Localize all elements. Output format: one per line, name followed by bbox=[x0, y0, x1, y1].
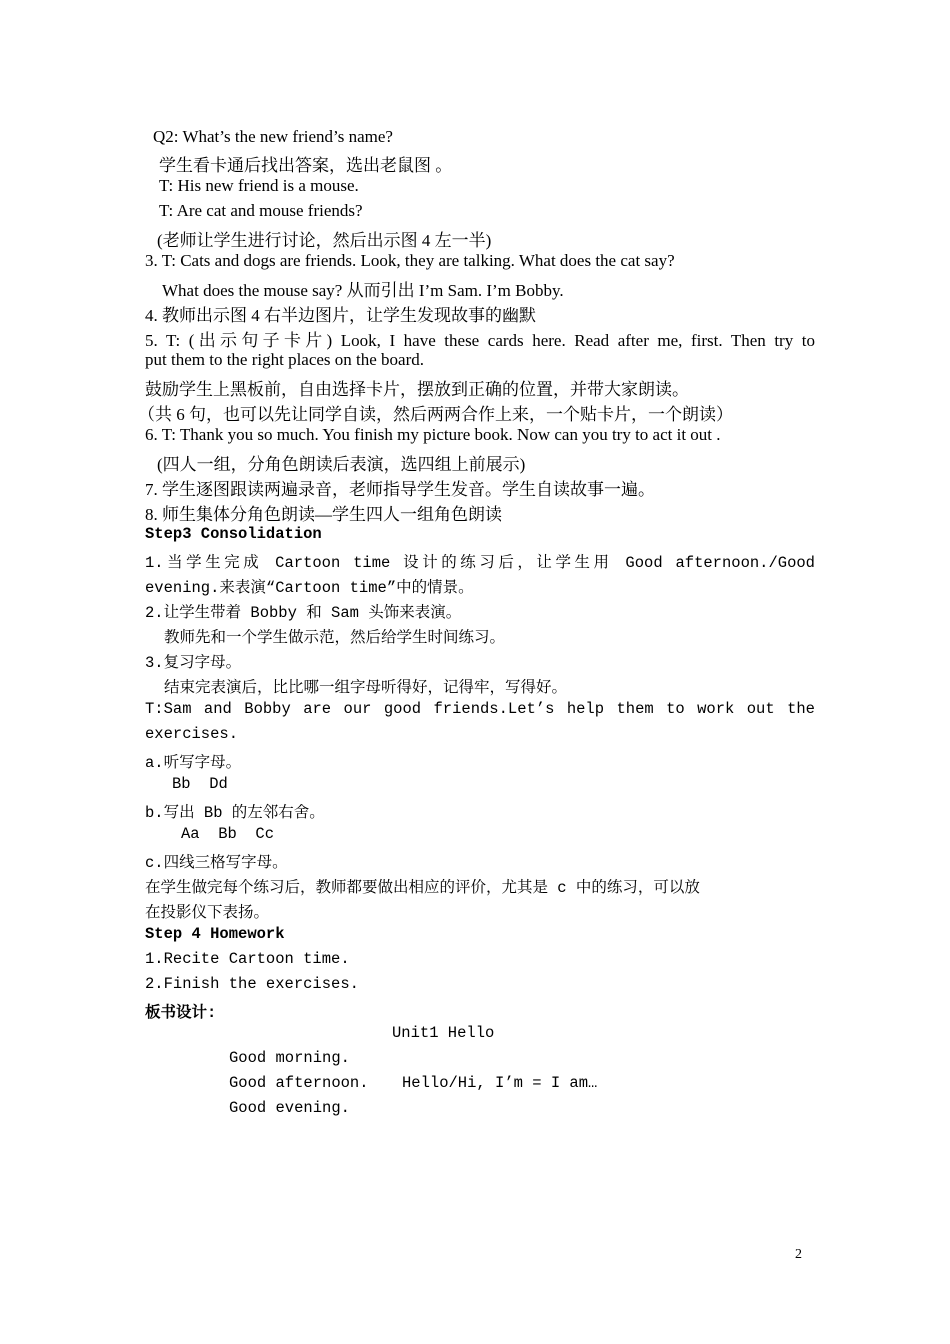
text-line: 1.Recite Cartoon time. bbox=[145, 950, 350, 968]
text-line: 结束完表演后，比比哪一组字母听得好，记得牢，写得好。 bbox=[164, 679, 568, 697]
text-line: T: His new friend is a mouse. bbox=[159, 176, 359, 195]
heading-step4: Step 4 Homework bbox=[145, 925, 285, 943]
step-item-7: 7. 学生逐图跟读两遍录音，老师指导学生发音。学生自读故事一遍。 bbox=[145, 480, 655, 499]
heading-step3: Step3 Consolidation bbox=[145, 525, 322, 543]
question-2: Q2: What’s the new friend’s name? bbox=[153, 127, 393, 146]
step-item-5: 5. T: (出示句子卡片) Look, I have these cards here. Read after me, first. Then try to bbox=[145, 331, 815, 350]
text-line: 鼓励学生上黑板前，自由选择卡片，摆放到正确的位置，并带大家朗读。 bbox=[145, 380, 689, 399]
text-line: 2.让学生带着 Bobby 和 Sam 头饰来表演。 bbox=[145, 604, 462, 622]
text-line: 在学生做完每个练习后，教师都要做出相应的评价，尤其是 c 中的练习，可以放 bbox=[145, 879, 700, 897]
step-item-3: 3. T: Cats and dogs are friends. Look, they are talking. What does the cat say? bbox=[145, 251, 675, 270]
text-line: evening.来表演“Cartoon time”中的情景。 bbox=[145, 579, 474, 597]
text-line: 在投影仪下表扬。 bbox=[145, 904, 270, 922]
board-title: Unit1 Hello bbox=[392, 1024, 495, 1042]
text-line: 教师先和一个学生做示范，然后给学生时间练习。 bbox=[164, 629, 506, 647]
text-line: c.四线三格写字母。 bbox=[145, 854, 288, 872]
page-number: 2 bbox=[795, 1247, 802, 1262]
text-line: (四人一组，分角色朗读后表演，选四组上前展示) bbox=[157, 455, 526, 474]
board-line: Good afternoon. bbox=[229, 1074, 369, 1092]
text-line: (老师让学生进行讨论，然后出示图 4 左一半) bbox=[157, 231, 492, 250]
text-line: Aa Bb Cc bbox=[181, 825, 275, 843]
text-line: 3.复习字母。 bbox=[145, 654, 242, 672]
text-line: T: Are cat and mouse friends? bbox=[159, 201, 363, 220]
text-line: a.听写字母。 bbox=[145, 754, 242, 772]
step-item-6: 6. T: Thank you so much. You finish my picture book. Now can you try to act it out . bbox=[145, 425, 721, 444]
step-item-8: 8. 师生集体分角色朗读—学生四人一组角色朗读 bbox=[145, 505, 502, 524]
board-line: Good evening. bbox=[229, 1099, 350, 1117]
text-line: put them to the right places on the board. bbox=[145, 350, 425, 369]
text-line: exercises. bbox=[145, 725, 239, 743]
text-line: （共 6 句，也可以先让同学自读，然后两两合作上来，一个贴卡片，一个朗读） bbox=[138, 405, 733, 424]
text-line: T:Sam and Bobby are our good friends.Let’s help them to work out the bbox=[145, 700, 815, 718]
text-line: 学生看卡通后找出答案，选出老鼠图 。 bbox=[159, 156, 453, 175]
text-line: What does the mouse say? 从而引出 I’m Sam. I’m Bobby. bbox=[162, 281, 564, 300]
heading-board-design: 板书设计: bbox=[145, 1004, 217, 1022]
board-line: Good morning. bbox=[229, 1049, 350, 1067]
text-line: 1.当学生完成 Cartoon time 设计的练习后，让学生用 Good afternoon./Good bbox=[145, 554, 815, 572]
step-item-4: 4. 教师出示图 4 右半边图片，让学生发现故事的幽默 bbox=[145, 306, 536, 325]
text-line: 2.Finish the exercises. bbox=[145, 975, 359, 993]
board-line: Hello/Hi, I’m = I am… bbox=[402, 1074, 598, 1092]
text-line: b.写出 Bb 的左邻右舍。 bbox=[145, 804, 325, 822]
text-line: Bb Dd bbox=[172, 775, 228, 793]
